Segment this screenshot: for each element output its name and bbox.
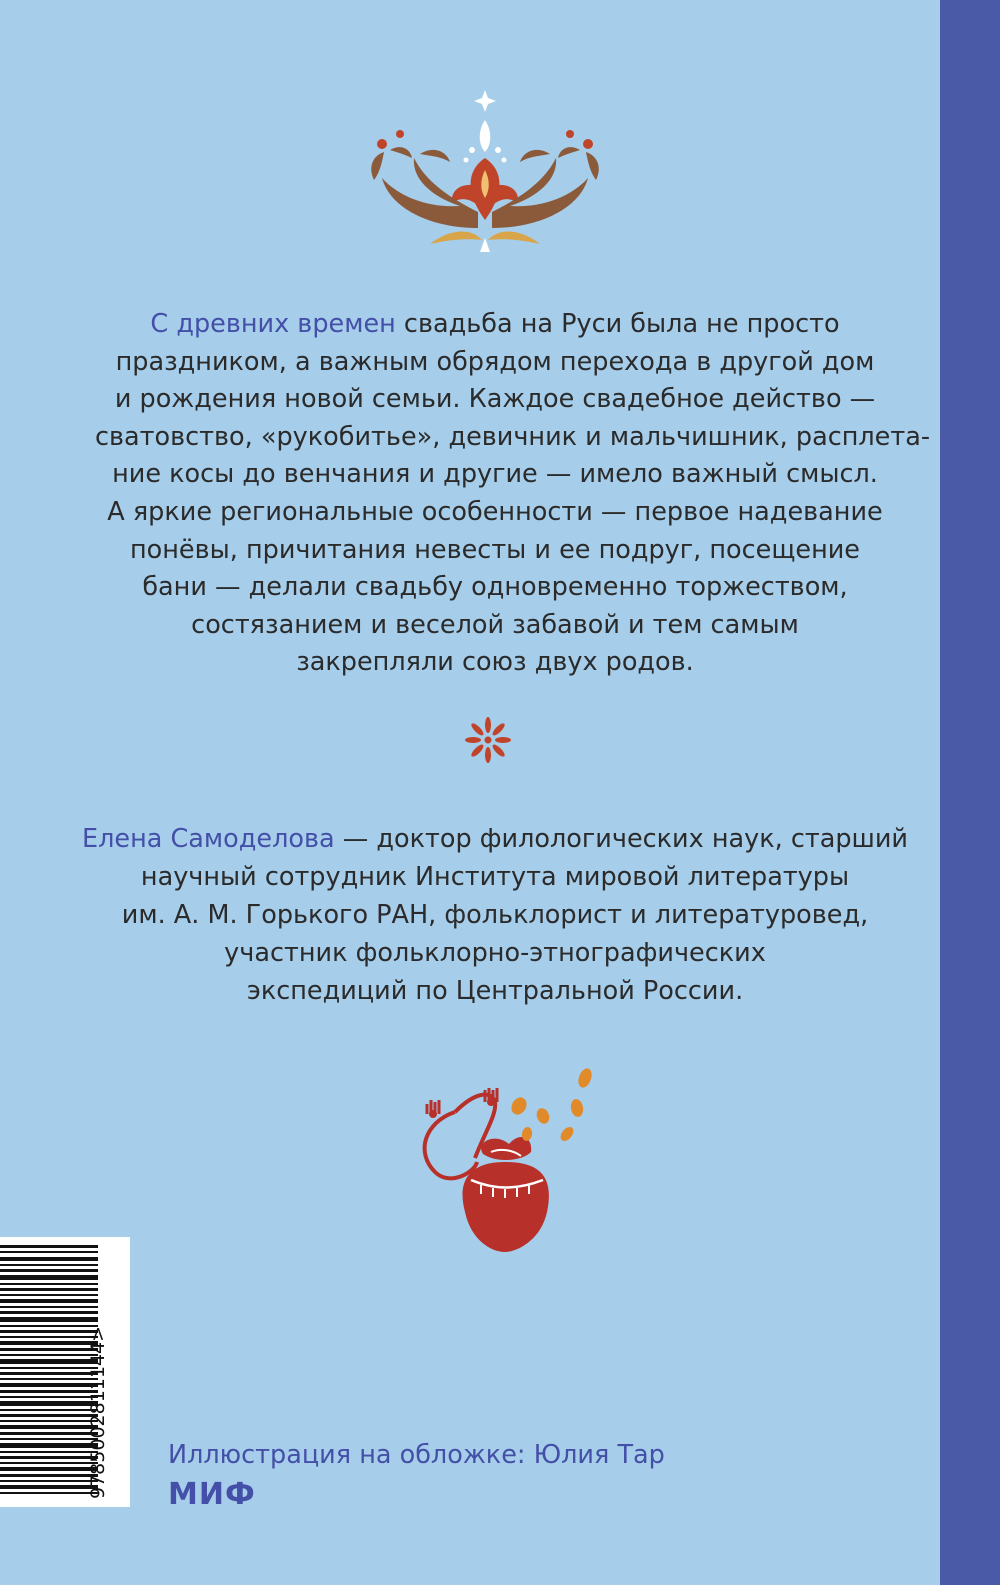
author-line: научный сотрудник Института мировой литературы — [140, 862, 850, 892]
illustration-credit: Иллюстрация на обложке: Юлия Тар — [168, 1440, 665, 1470]
author-name: Елена Самоделова — [81, 824, 335, 854]
star-divider-icon — [463, 715, 513, 765]
description-line: бани — делали свадьбу одновременно торжеством, — [142, 572, 848, 603]
book-spine — [940, 0, 1000, 1585]
description-line: ние косы до венчания и другие — имело важный смысл. — [112, 459, 878, 490]
description-line: состязанием и веселой забавой и тем самым — [191, 609, 799, 640]
floral-ornament-icon — [360, 88, 620, 258]
author-line: им. А. М. Горького РАН, фольклорист и литературовед, — [121, 900, 869, 930]
description-text — [95, 306, 931, 682]
author-line: Елена Самоделова — доктор филологических наук, старший — [81, 824, 908, 854]
author-line: участник фольклорно-этнографических — [224, 938, 766, 968]
barcode-icon — [0, 1237, 130, 1507]
barcode-number: 9785002811144> — [87, 1325, 109, 1499]
description-line: и рождения новой семьи. Каждое свадебное действо — — [114, 384, 876, 415]
author-bio — [80, 820, 910, 1010]
description-lead: С древних времен — [150, 309, 396, 339]
description-line: понёвы, причитания невесты и ее подруг, посещение — [129, 534, 860, 565]
author-line: экспедиций по Центральной России. — [246, 976, 744, 1006]
description-line: праздником, а важным обрядом перехода в другой дом — [115, 346, 875, 377]
publisher-logo: МИФ — [168, 1477, 256, 1512]
description-line: закрепляли союз двух родов. — [296, 647, 694, 678]
coin-pouch-icon — [405, 1062, 615, 1272]
description-line: А яркие региональные особенности — первое надевание — [107, 496, 883, 527]
description-line: С древних времен свадьба на Руси была не просто — [150, 309, 840, 339]
description-line: сватовство, «рукобитье», девичник и мальчишник, расплета- — [95, 421, 931, 452]
